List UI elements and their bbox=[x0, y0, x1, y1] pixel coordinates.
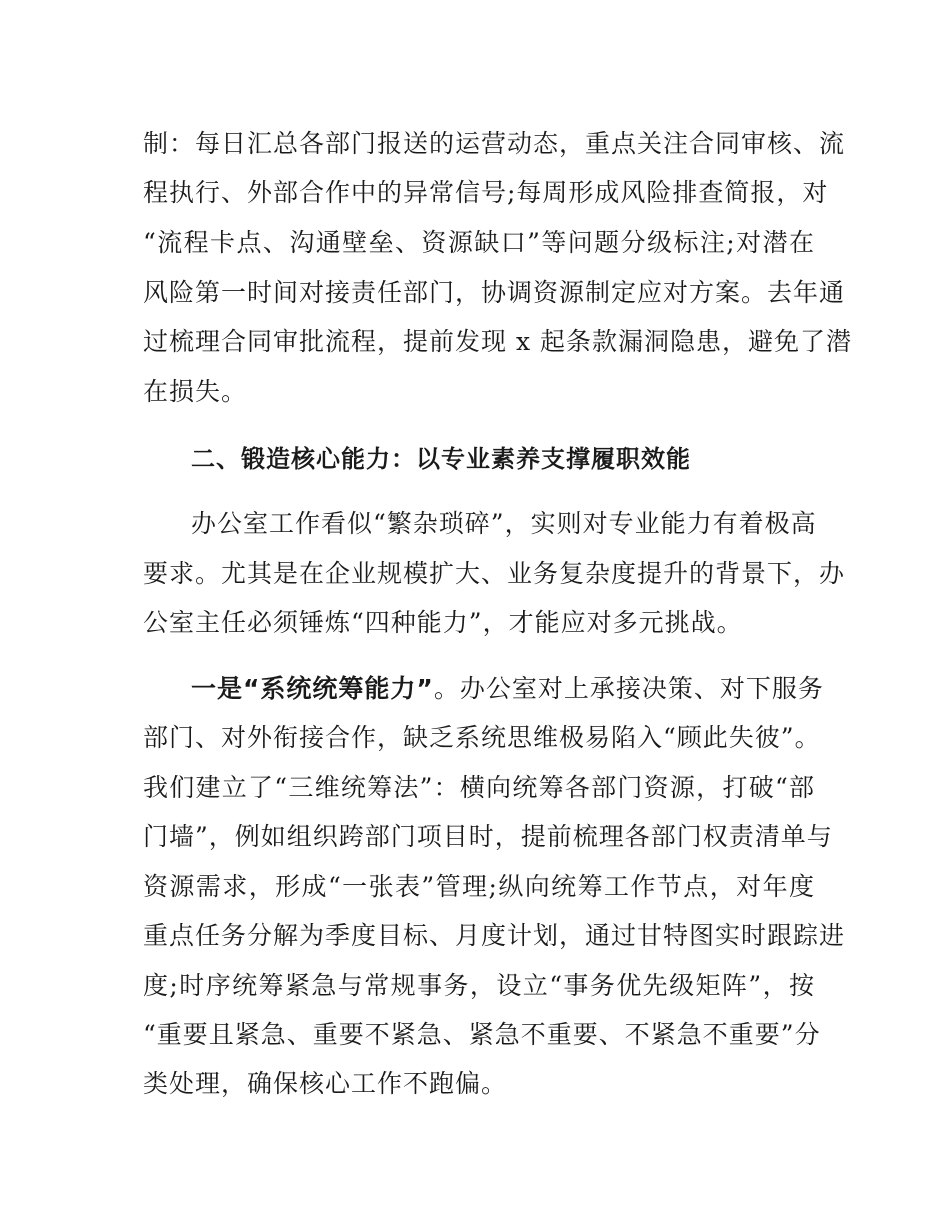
paragraph-line: 程执行、外部合作中的异常信号;每周形成风险排查简报，对 bbox=[143, 178, 829, 207]
paragraph-lead-rest: 。办公室对上承接决策、对下服务 bbox=[433, 674, 824, 703]
paragraph-line: 公室主任必须锤炼“四种能力”，才能应对多元挑战。 bbox=[143, 608, 743, 637]
paragraph-line: 办公室工作看似“繁杂琐碎”，实则对专业能力有着极高 bbox=[191, 509, 817, 538]
paragraph-line: 部门、对外衔接合作，缺乏系统思维极易陷入“顾此失彼”。 bbox=[143, 723, 821, 752]
paragraph-first-line bbox=[191, 673, 824, 705]
paragraph-line: 重点任务分解为季度目标、月度计划，通过甘特图实时跟踪进 bbox=[143, 921, 846, 950]
paragraph-line: 过梳理合同审批流程，提前发现 x 起条款漏洞隐患，避免了潜 bbox=[143, 327, 852, 356]
section-heading: 二、锻造核心能力：以专业素养支撑履职效能 bbox=[191, 445, 691, 473]
paragraph-line: 要求。尤其是在企业规模扩大、业务复杂度提升的背景下，办 bbox=[143, 559, 846, 588]
paragraph-line: 在损失。 bbox=[143, 377, 248, 406]
paragraph-line: 门墙”，例如组织跨部门项目时，提前梳理各部门权责清单与 bbox=[143, 822, 833, 851]
paragraph-line: 我们建立了“三维统筹法”：横向统筹各部门资源，打破“部 bbox=[143, 773, 815, 802]
paragraph-lead: 一是“系统统筹能力” bbox=[191, 674, 434, 703]
paragraph-line: 度;时序统筹紧急与常规事务，设立“事务优先级矩阵”，按 bbox=[143, 971, 815, 1000]
paragraph-line: 风险第一时间对接责任部门，协调资源制定应对方案。去年通 bbox=[143, 278, 846, 307]
paragraph-line: “流程卡点、沟通壁垒、资源缺口”等问题分级标注;对潜在 bbox=[143, 228, 815, 257]
paragraph-line: 制：每日汇总各部门报送的运营动态，重点关注合同审核、流 bbox=[143, 129, 846, 158]
paragraph-line: 类处理，确保核心工作不跑偏。 bbox=[143, 1069, 508, 1098]
paragraph-line: “重要且紧急、重要不紧急、紧急不重要、不紧急不重要”分 bbox=[143, 1020, 821, 1049]
paragraph-line: 资源需求，形成“一张表”管理;纵向统筹工作节点，对年度 bbox=[143, 872, 815, 901]
